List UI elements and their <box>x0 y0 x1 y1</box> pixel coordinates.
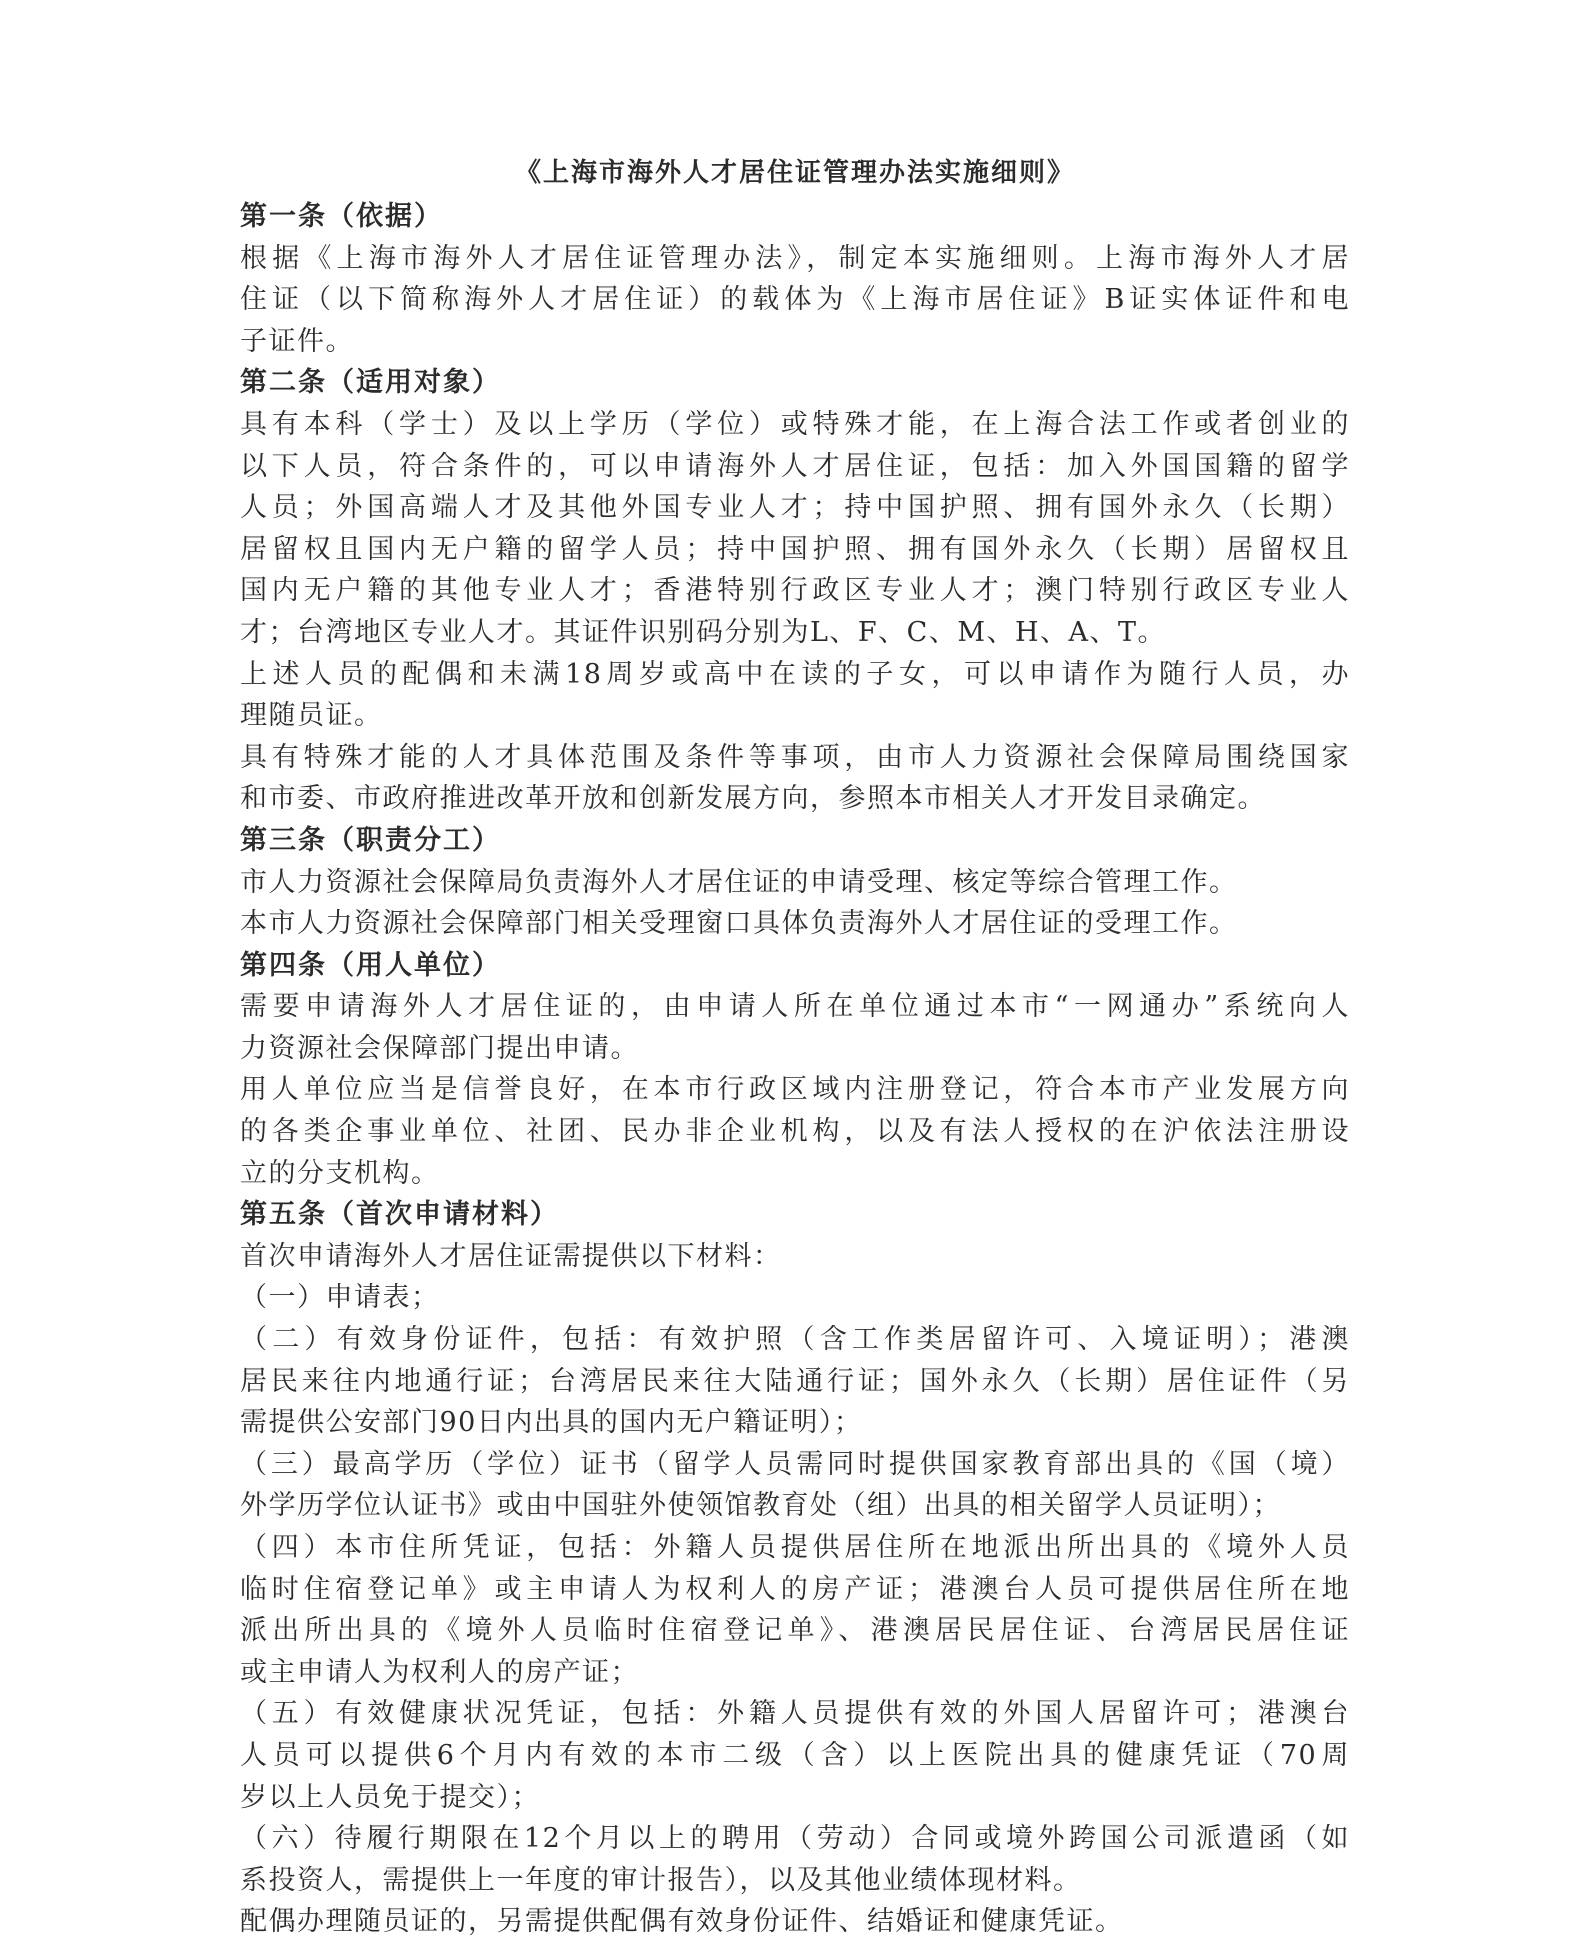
paragraph-line: 或主申请人为权利人的房产证； <box>240 1656 639 1688</box>
paragraph-line: 人员；外国高端人才及其他外国专业人才；持中国护照、拥有国外永久（长期） <box>240 492 1350 524</box>
paragraph-line: （三）最高学历（学位）证书（留学人员需同时提供国家教育部出具的《国（境） <box>240 1448 1350 1480</box>
article-heading: 第四条（用人单位） <box>240 949 501 981</box>
paragraph-line: 系投资人，需提供上一年度的审计报告），以及其他业绩体现材料。 <box>240 1864 1082 1896</box>
paragraph-line: 子证件。 <box>240 325 354 357</box>
paragraph-line: 具有特殊才能的人才具体范围及条件等事项，由市人力资源社会保障局围绕国家 <box>240 741 1350 773</box>
paragraph-line: 临时住宿登记单》或主申请人为权利人的房产证；港澳台人员可提供居住所在地 <box>240 1573 1350 1605</box>
paragraph-line: 需提供公安部门90日内出具的国内无户籍证明）； <box>240 1407 863 1439</box>
paragraph-line: 的各类企事业单位、社团、民办非企业机构，以及有法人授权的在沪依法注册设 <box>240 1116 1350 1148</box>
paragraph-line: 居民来往内地通行证；台湾居民来往大陆通行证；国外永久（长期）居住证件（另 <box>240 1365 1350 1397</box>
paragraph-line: 才；台湾地区专业人才。其证件识别码分别为L、F、C、M、H、A、T。 <box>240 616 1167 648</box>
paragraph-line: 本市人力资源社会保障部门相关受理窗口具体负责海外人才居住证的受理工作。 <box>240 908 1238 940</box>
paragraph-line: 配偶办理随员证的，另需提供配偶有效身份证件、结婚证和健康凭证。 <box>240 1906 1124 1938</box>
paragraph-line: 派出所出具的《境外人员临时住宿登记单》、港澳居民居住证、台湾居民居住证 <box>240 1615 1350 1647</box>
paragraph-line: 首次申请海外人才居住证需提供以下材料： <box>240 1240 782 1272</box>
paragraph-line: 理随员证。 <box>240 700 383 732</box>
paragraph-line: 力资源社会保障部门提出申请。 <box>240 1032 639 1064</box>
paragraph-line: 具有本科（学士）及以上学历（学位）或特殊才能，在上海合法工作或者创业的 <box>240 408 1350 440</box>
paragraph-line: 外学历学位认证书》或由中国驻外使领馆教育处（组）出具的相关留学人员证明）； <box>240 1490 1281 1522</box>
paragraph-line: （四）本市住所凭证，包括：外籍人员提供居住所在地派出所出具的《境外人员 <box>240 1532 1350 1563</box>
paragraph-line: 人员可以提供6个月内有效的本市二级（含）以上医院出具的健康凭证（70周 <box>240 1739 1350 1771</box>
paragraph-line: 市人力资源社会保障局负责海外人才居住证的申请受理、核定等综合管理工作。 <box>240 866 1238 898</box>
article-heading: 第二条（适用对象） <box>240 367 501 399</box>
article-heading: 第一条（依据） <box>240 201 443 232</box>
paragraph-line: 和市委、市政府推进改革开放和创新发展方向，参照本市相关人才开发目录确定。 <box>240 783 1266 815</box>
paragraph-line: （二）有效身份证件，包括：有效护照（含工作类居留许可、入境证明）；港澳 <box>240 1324 1350 1356</box>
paragraph-line: 立的分支机构。 <box>240 1157 440 1189</box>
paragraph-line: 根据《上海市海外人才居住证管理办法》，制定本实施细则。上海市海外人才居 <box>240 242 1350 274</box>
paragraph-line: 岁以上人员免于提交）； <box>240 1781 540 1813</box>
article-heading: 第五条（首次申请材料） <box>240 1199 559 1231</box>
paragraph-line: 用人单位应当是信誉良好，在本市行政区域内注册登记，符合本市产业发展方向 <box>240 1074 1350 1106</box>
paragraph-line: 住证（以下简称海外人才居住证）的载体为《上海市居住证》B证实体证件和电 <box>240 284 1350 316</box>
paragraph-line: 需要申请海外人才居住证的，由申请人所在单位通过本市“一网通办”系统向人 <box>240 991 1350 1023</box>
paragraph-line: 上述人员的配偶和未满18周岁或高中在读的子女，可以申请作为随行人员，办 <box>240 658 1350 690</box>
paragraph-line: 居留权且国内无户籍的留学人员；持中国护照、拥有国外永久（长期）居留权且 <box>240 533 1350 565</box>
paragraph-line: （六）待履行期限在12个月以上的聘用（劳动）合同或境外跨国公司派遣函（如 <box>240 1823 1350 1855</box>
paragraph-line: （一）申请表； <box>240 1282 440 1314</box>
paragraph-line: （五）有效健康状况凭证，包括：外籍人员提供有效的外国人居留许可；港澳台 <box>240 1698 1350 1730</box>
paragraph-line: 以下人员，符合条件的，可以申请海外人才居住证，包括：加入外国国籍的留学 <box>240 450 1350 482</box>
document-page <box>240 150 1350 1943</box>
paragraph-line: 国内无户籍的其他专业人才；香港特别行政区专业人才；澳门特别行政区专业人 <box>240 575 1350 607</box>
document-body <box>240 196 1350 1943</box>
article-heading: 第三条（职责分工） <box>240 824 501 856</box>
document-title: 《上海市海外人才居住证管理办法实施细则》 <box>514 158 1075 188</box>
